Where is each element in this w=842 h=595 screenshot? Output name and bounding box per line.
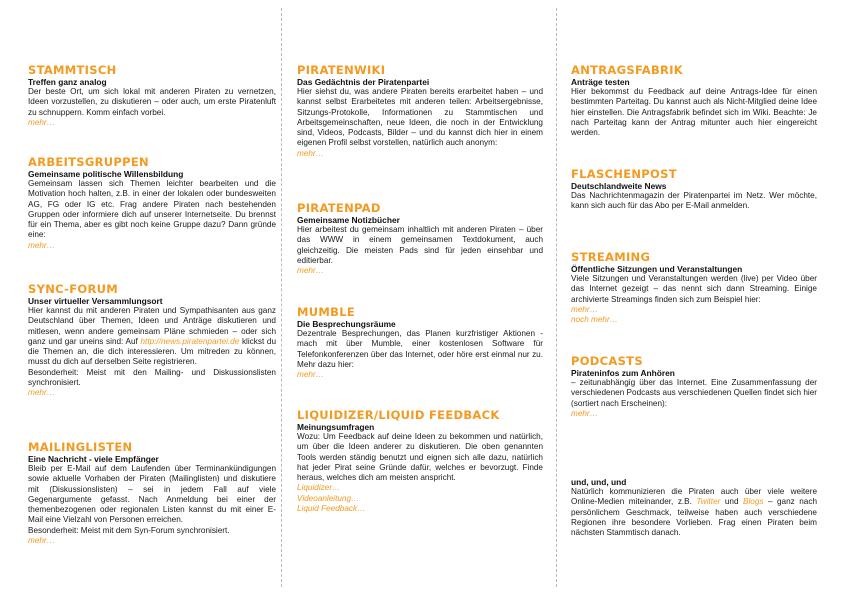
section-body-text: Natürlich kommunizieren die Piraten auch über viele weitere Online-Medien miteinander, z.B.: [571, 487, 817, 507]
section-body: Wozu: Um Feedback auf deine Ideen zu bekommen und natürlich, um über die Ideen anderer zu diskutieren. Die oben genannten Tools werden ständig benutzt und eignen sich alle dazu, natürlich hat jeder Pirat seine Gründe dafür, welches er bevorzugt. Finde heraus, welches dich am meisten anspricht.: [297, 432, 543, 483]
liquid-feedback-link[interactable]: Liquid Feedback…: [297, 504, 366, 514]
column-left: [28, 0, 276, 595]
section-body: [28, 306, 276, 368]
section-subheading: Die Besprechungsräume: [297, 319, 396, 329]
section-subheading: Anträge testen: [571, 77, 630, 87]
even-more-link[interactable]: noch mehr…: [571, 315, 618, 325]
section-subheading: Unser virtueller Versammlungsort: [28, 296, 163, 306]
section-body-text: und: [720, 497, 743, 507]
more-link[interactable]: mehr…: [297, 370, 324, 380]
section-mailinglisten: [28, 440, 276, 546]
section-heading: PODCASTS: [571, 354, 643, 368]
section-note: Besonderheit: Meist mit dem Syn-Forum synchronisiert.: [28, 525, 230, 535]
section-subheading: Treffen ganz analog: [28, 77, 107, 87]
liquidizer-link[interactable]: Liquidizer…: [297, 483, 341, 493]
section-mumble: [297, 305, 543, 380]
section-body: Viele Sitzungen und Veranstaltungen werden (live) per Video über das Internet gezeigt – das nennt sich dann Streaming. Einige archivierte Streamings finden sich zum Beispiel hier:: [571, 274, 817, 304]
fold-line-left: [281, 8, 282, 587]
section-streaming: [571, 250, 817, 325]
section-heading: SYNC-FORUM: [28, 282, 118, 296]
more-link[interactable]: mehr…: [28, 536, 55, 546]
more-link[interactable]: mehr…: [28, 388, 55, 398]
section-subheading: Das Gedächtnis der Piratenpartei: [297, 77, 430, 87]
section-heading: ANTRAGSFABRIK: [571, 63, 683, 77]
news-forum-link[interactable]: http://news.piratenpartei.de: [140, 336, 240, 346]
column-middle: [297, 0, 543, 595]
more-link[interactable]: mehr…: [28, 240, 55, 250]
video-tutorial-link[interactable]: Videoanleitung…: [297, 493, 360, 503]
section-subheading: Eine Nachricht - viele Empfänger: [28, 454, 159, 464]
section-subheading: Öffentliche Sitzungen und Veranstaltungen: [571, 264, 743, 274]
section-body: Hier arbeitest du gemeinsam inhaltlich mit anderen Piraten – über das WWW in einem gemeinsamen Textdokument, auch gleichzeitig. Die meisten Pads sind für jeden einsehbar und editierbar.: [297, 225, 543, 265]
section-heading: LIQUIDIZER/LIQUID FEEDBACK: [297, 408, 500, 422]
section-antragsfabrik: [571, 63, 817, 138]
section-body-text: klickst du die Themen an, die dich interessieren. Um mitreden zu können, musst du dich auf derselben Seite registrieren.: [28, 336, 277, 367]
more-link[interactable]: mehr…: [571, 408, 598, 418]
section-und-und-und: [571, 477, 817, 538]
section-body: Hier siehst du, was andere Piraten bereits erarbeitet haben – und kannst selbst Erarbeitetes mit anderen teilen: Arbeitsergebnisse, Sitzungs-Protokolle, Informationen zu Stammtischen und Arbeitsgemeinschaften, neue Ideen, die noch in der Entwicklung sind, Videos, Podcasts, Bilder – und du kannst dich hier in einem eigenen Profil selbst vorstellen, natürlich auch anonym:: [297, 87, 543, 148]
section-subheading: Meinungsumfragen: [297, 422, 375, 432]
section-heading: MAILINGLISTEN: [28, 440, 133, 454]
section-heading: ARBEITSGRUPPEN: [28, 155, 149, 169]
more-link[interactable]: mehr…: [297, 266, 324, 276]
section-piratenwiki: [297, 63, 543, 159]
more-link[interactable]: mehr…: [28, 117, 55, 127]
section-body: Bleib per E-Mail auf dem Laufenden über Terminankündigungen sowie aktuelle Vorhaben der Piraten (Mailinglisten) und diskutiere mit (Diskussionslisten) – sei in jedem Fall auf viele Gegenargumente gefasst. Nach Anmeldung bei einer der themenbezogenen oder regionalen Listen kannst du mit einer E-Mail eine Vielzahl von Personen erreichen.: [28, 464, 276, 525]
section-body: – zeitunabhängig über das Internet. Eine Zusammenfassung der verschiedenen Podcasts aus verschiedenen Quellen findet sich hier (sortiert nach Erscheinen):: [571, 378, 817, 408]
section-subheading: Gemeinsame politische Willensbildung: [28, 169, 184, 179]
section-subheading: Pirateninfos zum Anhören: [571, 368, 675, 378]
section-piratenpad: [297, 201, 543, 276]
section-arbeitsgruppen: [28, 155, 276, 251]
column-right: [571, 0, 817, 595]
blogs-link[interactable]: Blogs: [743, 497, 764, 507]
section-heading: FLASCHENPOST: [571, 167, 677, 181]
section-body: Der beste Ort, um sich lokal mit anderen Piraten zu vernetzen, Ideen vorzustellen, zu diskutieren – oder auch, um erste Piratenluft zu schnuppern. Komm einfach vorbei.: [28, 87, 276, 117]
section-stammtisch: [28, 63, 276, 128]
more-link[interactable]: mehr…: [571, 304, 598, 314]
section-flaschenpost: [571, 167, 817, 212]
section-heading: MUMBLE: [297, 305, 355, 319]
section-heading: PIRATENPAD: [297, 201, 381, 215]
more-link[interactable]: mehr…: [297, 148, 324, 158]
section-body: Gemeinsam lassen sich Themen leichter bearbeiten und die Motivation hoch halten, z.B. in einer der lokalen oder bundesweiten AG, FG oder IG etc. Frag andere Piraten nach bestehenden Gruppen oder informiere dich auf unserer Internetseite. Du brennst für ein Thema, aber es gibt noch keine Gruppe dazu? Dann gründe eine:: [28, 179, 276, 240]
section-body-text: – ganz nach persönlichem Geschmack, teilweise haben auch verschiedene Regionen ihre besondere Vorlieben. Frag einen Piraten beim nächsten Stammtisch danach.: [571, 497, 817, 538]
section-podcasts: [571, 354, 817, 419]
section-heading: PIRATENWIKI: [297, 63, 386, 77]
twitter-link[interactable]: Twitter: [696, 497, 721, 507]
section-body-text: Hier kannst du mit anderen Piraten und Sympathisanten aus ganz Deutschland über Themen, Ideen und Anträge diskutieren und mitlesen, wenn andere gemeinsam Pläne schmieden – oder sich ganz und gar uneins sind: Auf: [28, 306, 276, 346]
section-heading: STAMMTISCH: [28, 63, 117, 77]
section-sync-forum: [28, 282, 276, 399]
section-note: Besonderheit: Meist mit den Mailing- und Diskussionslisten synchronisiert.: [28, 367, 276, 388]
fold-line-right: [556, 8, 557, 587]
section-subheading: und, und, und: [571, 477, 627, 487]
section-subheading: Deutschlandweite News: [571, 181, 667, 191]
section-liquid-feedback: [297, 408, 543, 514]
section-body: Dezentrale Besprechungen, das Planen kurzfristiger Aktionen - mach mit über Mumble, einer kostenlosen Software für Telefonkonferenzen über das Internet, oder höre erst einmal nur zu. Mehr dazu hier:: [297, 329, 543, 369]
section-heading: STREAMING: [571, 250, 651, 264]
section-subheading: Gemeinsame Notizbücher: [297, 215, 400, 225]
section-body: Hier bekommst du Feedback auf deine Antrags-Idee für einen bestimmten Parteitag. Du kannst auch als Nicht-Mitglied deine Idee hier einstellen. Die Antragsfabrik befindet sich im Wiki. Beachte: Je nach Parteitag kann der Antrag mitunter auch hier eingereicht werden.: [571, 87, 817, 138]
section-body: [571, 487, 817, 538]
section-body: Das Nachrichtenmagazin der Piratenpartei im Netz. Wer möchte, kann sich auch für das Abo per E-Mail anmelden.: [571, 191, 817, 211]
